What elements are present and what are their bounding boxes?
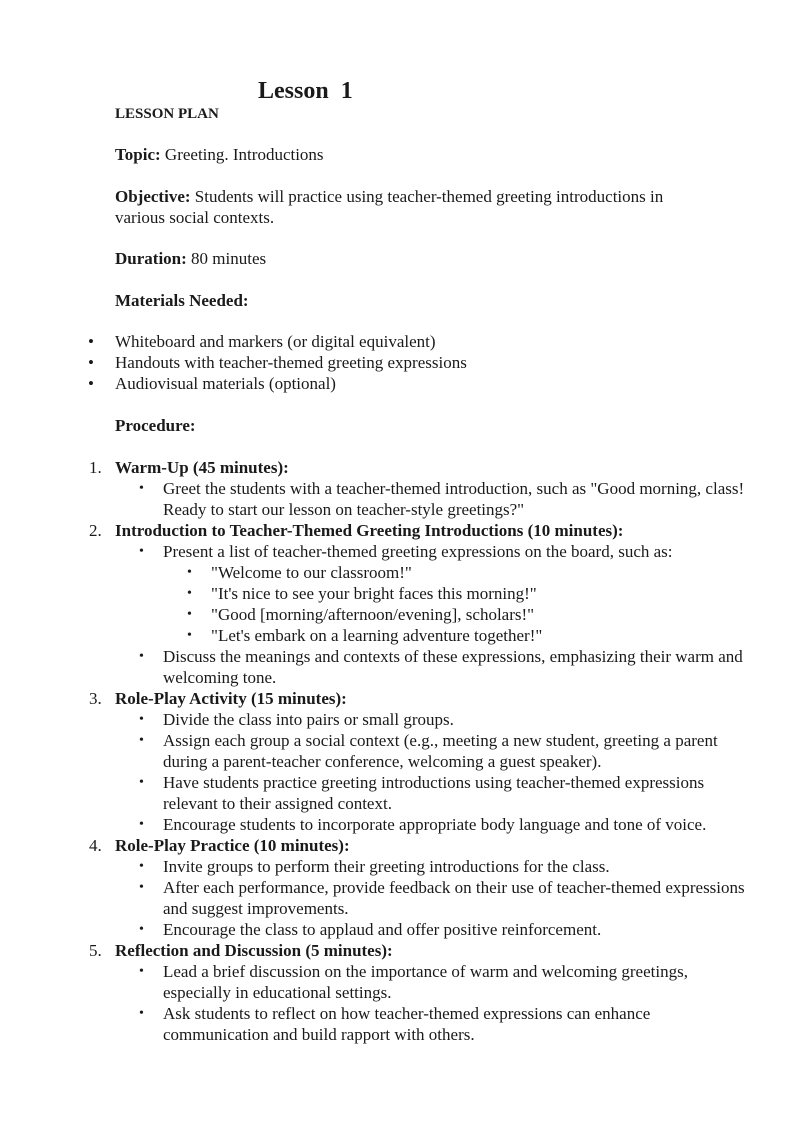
list-item: • Invite groups to perform their greeting introductions for the class. [139, 857, 610, 876]
lesson-plan-subtitle: LESSON PLAN [115, 106, 219, 122]
step-number: 2. [89, 521, 102, 540]
materials-list [0, 331, 467, 394]
duration-label: Duration: [115, 249, 187, 268]
bullet-icon: • [139, 649, 144, 664]
step-title: Role-Play Practice (10 minutes): [115, 836, 350, 855]
bullet-icon: • [139, 481, 144, 496]
bullet-icon: • [139, 733, 144, 748]
list-item: • After each performance, provide feedback on their use of teacher-themed expressions and suggest improvements. [139, 878, 745, 918]
list-item: • Whiteboard and markers (or digital equivalent) [88, 332, 436, 351]
expression-item: • "Welcome to our classroom!" [187, 563, 412, 582]
step-number: 5. [89, 941, 102, 960]
list-item: • Greet the students with a teacher-themed introduction, such as "Good morning, class! Ready to start our lesson on teacher-style greetings?" [139, 479, 745, 519]
lesson-title: Lesson 1 [258, 78, 353, 104]
list-item: • Have students practice greeting introductions using teacher-themed expressions relevant to their assigned context. [139, 773, 705, 813]
list-item: • Handouts with teacher-themed greeting expressions [88, 353, 467, 372]
procedure-list [0, 457, 780, 1045]
duration-line [115, 248, 715, 269]
expression-item: • "Good [morning/afternoon/evening], scholars!" [187, 605, 535, 624]
bullet-icon: • [139, 712, 144, 727]
expression-item: • "Let's embark on a learning adventure together!" [187, 626, 543, 645]
step-title: Reflection and Discussion (5 minutes): [115, 941, 393, 960]
list-item: • Divide the class into pairs or small groups. [139, 710, 454, 729]
topic-value: Greeting. Introductions [160, 145, 324, 164]
bullet-icon: • [139, 544, 144, 559]
bullet-icon: • [88, 332, 94, 351]
bullet-icon: • [139, 880, 144, 895]
bullet-icon: • [88, 374, 94, 393]
procedure-step [0, 520, 780, 688]
bullet-icon: • [139, 775, 144, 790]
procedure-step [0, 940, 780, 1045]
bullet-icon: • [88, 353, 94, 372]
bullet-icon: • [139, 817, 144, 832]
list-item: • Encourage students to incorporate appropriate body language and tone of voice. [139, 815, 707, 834]
step-title: Introduction to Teacher-Themed Greeting Introductions (10 minutes): [115, 521, 624, 540]
step-title: Warm-Up (45 minutes): [115, 458, 289, 477]
procedure-step [0, 688, 780, 835]
list-item: • Assign each group a social context (e.g., meeting a new student, greeting a parent during a parent-teacher conference, welcoming a guest speaker). [139, 731, 718, 771]
step-number: 4. [89, 836, 102, 855]
procedure-step [0, 457, 780, 520]
duration-value: 80 minutes [186, 249, 267, 268]
expression-item: • "It's nice to see your bright faces this morning!" [187, 584, 537, 603]
bullet-icon: • [187, 565, 192, 580]
objective-paragraph [115, 186, 715, 228]
step-number: 1. [89, 458, 102, 477]
bullet-icon: • [139, 1006, 144, 1021]
bullet-icon: • [139, 922, 144, 937]
materials-heading: Materials Needed: [115, 291, 249, 310]
topic-label: Topic: [115, 145, 161, 164]
bullet-icon: • [187, 607, 192, 622]
bullet-icon: • [139, 964, 144, 979]
step-number: 3. [89, 689, 102, 708]
list-item: • Discuss the meanings and contexts of these expressions, emphasizing their warm and welcoming tone. [139, 647, 743, 687]
list-item: • Present a list of teacher-themed greeting expressions on the board, such as: • "Welcome to our classroom!" • "It's nice to see your bright faces this morning!" • "Good [morning/afternoon/evening], scholars!" • "Let's embark on a learning adventure together!" [115, 541, 745, 646]
bullet-icon: • [187, 586, 192, 601]
procedure-heading: Procedure: [115, 416, 196, 435]
procedure-step [0, 835, 780, 940]
topic-line [115, 144, 715, 165]
list-item: • Encourage the class to applaud and offer positive reinforcement. [139, 920, 602, 939]
objective-value: Students will practice using teacher-themed greeting introductions in various social contexts. [115, 187, 664, 227]
list-item: • Lead a brief discussion on the importance of warm and welcoming greetings, especially in educational settings. [139, 962, 688, 1002]
bullet-icon: • [187, 628, 192, 643]
objective-label: Objective: [115, 187, 191, 206]
list-item: • Audiovisual materials (optional) [88, 374, 336, 393]
bullet-icon: • [139, 859, 144, 874]
list-item: • Ask students to reflect on how teacher-themed expressions can enhance communication and build rapport with others. [139, 1004, 651, 1044]
step-title: Role-Play Activity (15 minutes): [115, 689, 347, 708]
